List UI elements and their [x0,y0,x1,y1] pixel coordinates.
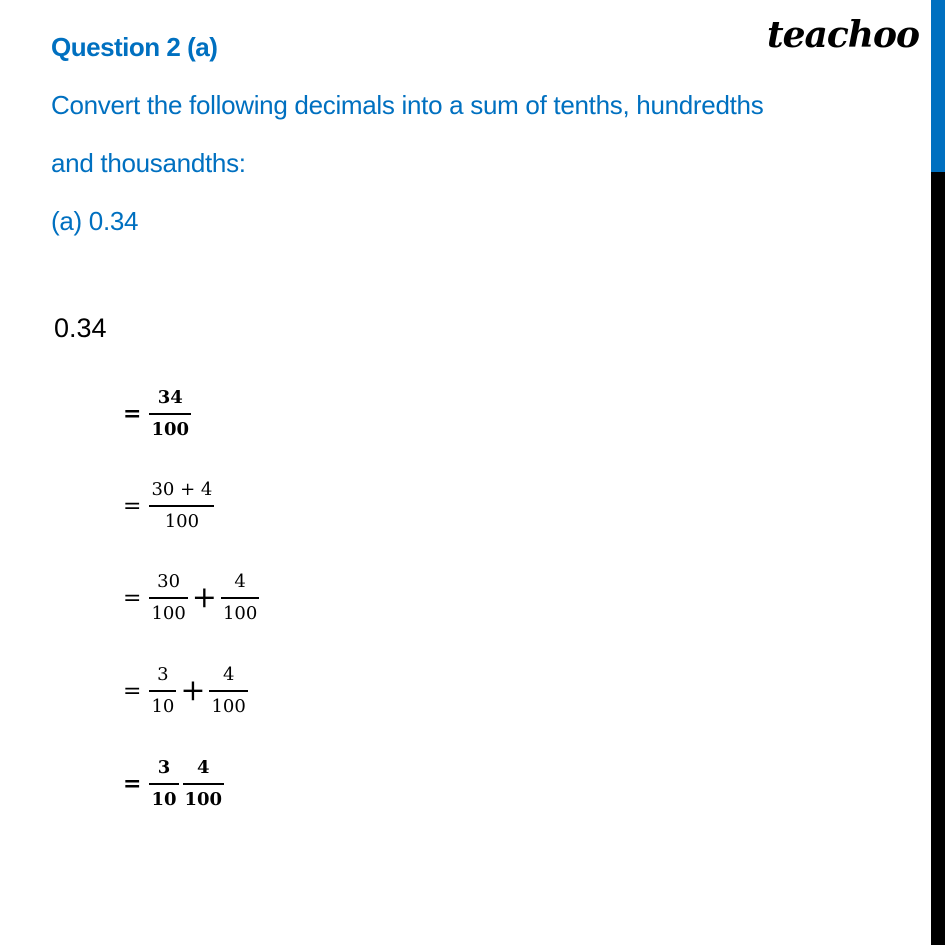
numerator: 30 + 4 [151,479,213,500]
fraction-bar [149,413,191,415]
denominator: 10 [151,696,175,717]
plus-sign: + [180,673,206,708]
side-bar-accent [931,0,945,172]
question-text-line2: and thousandths: [51,148,246,178]
fraction [149,570,187,626]
fraction [149,386,191,442]
numerator: 30 [157,571,181,592]
fraction [149,756,178,812]
denominator: 100 [151,419,190,440]
numerator: 4 [222,664,235,685]
numerator: 3 [157,664,169,685]
fraction-bar [209,690,247,692]
equals-sign: = [123,678,142,704]
denominator: 100 [164,511,200,532]
teachoo-logo: teachoo [767,14,919,56]
fraction-bar [149,690,176,692]
numerator: 3 [157,757,171,778]
fraction [149,663,176,719]
fraction [221,570,259,626]
numerator: 4 [234,571,246,592]
fraction [183,756,225,812]
equals-sign: = [123,493,142,519]
fraction-bar [149,505,214,507]
denominator: 100 [151,603,186,624]
solution-start-value: 0.34 [54,313,107,343]
equals-sign: = [123,585,142,611]
denominator: 10 [151,789,177,810]
denominator: 100 [211,696,246,717]
question-text-line1: Convert the following decimals into a sum of tenths, hundredths [51,90,764,120]
question-part: (a) 0.34 [51,206,139,236]
plus-sign: + [191,580,217,615]
denominator: 100 [184,789,223,810]
fraction-bar [183,783,225,785]
solution-step-2 [123,478,214,534]
fraction-bar [149,597,187,599]
numerator: 34 [157,387,183,408]
solution-step-1 [123,386,191,442]
solution-step-4 [123,663,248,719]
equals-sign: = [123,401,142,427]
numerator: 4 [197,757,210,778]
equals-sign: = [123,771,142,797]
solution-step-5 [123,756,224,812]
fraction [209,663,247,719]
side-bar [931,0,945,945]
solution-step-3 [123,570,259,626]
denominator: 100 [222,603,258,624]
fraction [149,478,214,534]
fraction-bar [149,783,178,785]
fraction-bar [221,597,259,599]
question-title: Question 2 (a) [51,32,218,62]
